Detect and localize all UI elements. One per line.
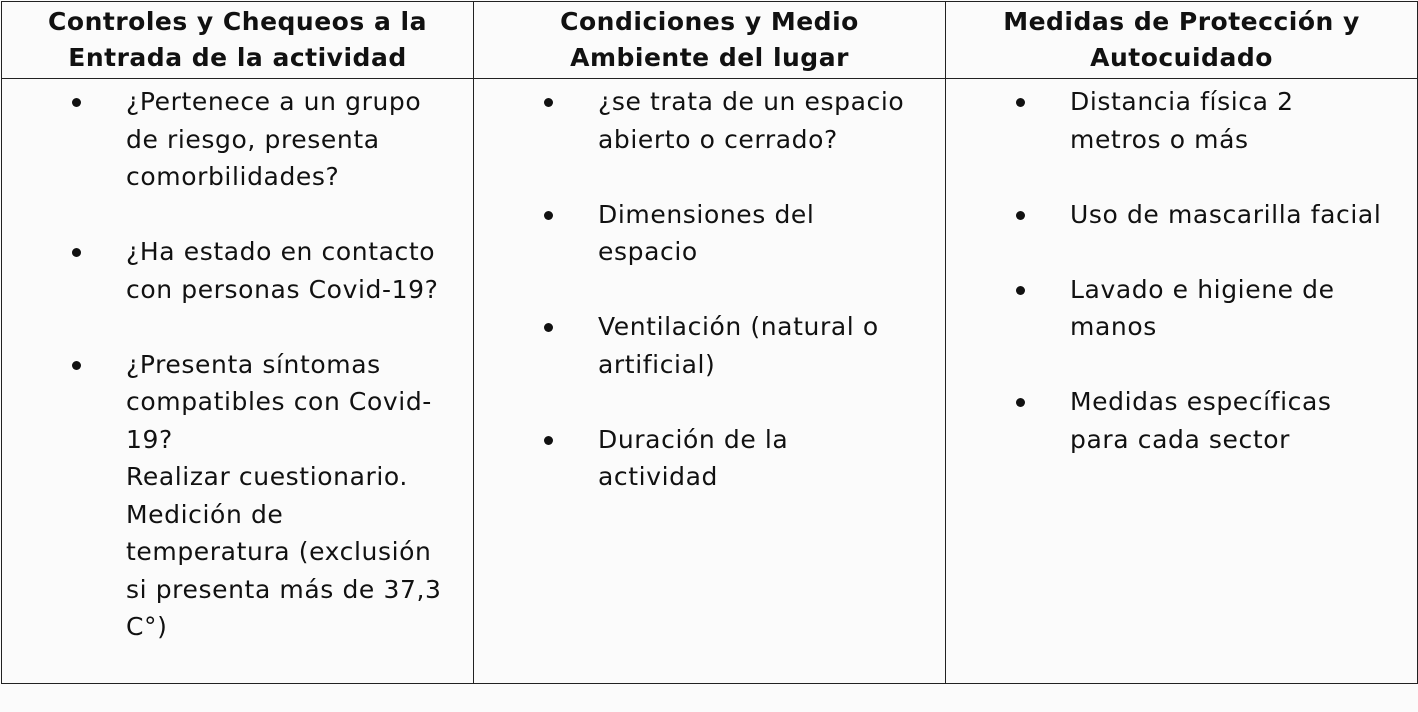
list-item-line: Dimensiones del bbox=[598, 199, 815, 229]
bullet-icon bbox=[544, 98, 553, 107]
list-item bbox=[474, 308, 945, 383]
header-line: Autocuidado bbox=[1090, 43, 1273, 72]
list-item-line: Duración de la bbox=[598, 424, 789, 454]
list-item-line: si presenta más de 37,3 bbox=[126, 574, 442, 604]
list-item-line: espacio bbox=[598, 237, 698, 266]
list-item-line: abierto o cerrado? bbox=[598, 124, 838, 154]
list-item-line: Uso de mascarilla facial bbox=[1070, 199, 1382, 229]
list-item bbox=[2, 346, 473, 646]
bullet-icon bbox=[72, 98, 81, 107]
list-item bbox=[2, 83, 473, 196]
body-row bbox=[2, 79, 1418, 684]
list-item bbox=[946, 271, 1417, 346]
bullet-icon bbox=[1016, 398, 1025, 407]
list-item-line: ¿Pertenece a un grupo bbox=[126, 87, 422, 116]
list-item-line: ¿se trata de un espacio bbox=[598, 87, 905, 116]
bullet-icon bbox=[544, 436, 553, 445]
list-item-line: Ventilación (natural o bbox=[598, 312, 879, 341]
list-item-line: C°) bbox=[126, 612, 168, 641]
column-header-controles bbox=[2, 2, 474, 79]
bullet-icon bbox=[72, 248, 81, 257]
list-item-line: actividad bbox=[598, 462, 719, 491]
bullet-icon bbox=[1016, 286, 1025, 295]
bullet-list bbox=[2, 83, 473, 646]
bullet-icon bbox=[544, 323, 553, 332]
document-table bbox=[1, 1, 1418, 684]
list-item bbox=[474, 421, 945, 496]
column-header-condiciones bbox=[474, 2, 946, 79]
list-item-line: compatibles con Covid- bbox=[126, 387, 432, 416]
list-item-line: Medición de bbox=[126, 499, 284, 529]
list-item-line: ¿Ha estado en contacto bbox=[126, 237, 436, 266]
bullet-icon bbox=[544, 211, 553, 220]
list-item-line: manos bbox=[1070, 312, 1157, 341]
cell-condiciones bbox=[474, 79, 946, 684]
header-line: Controles y Chequeos a la bbox=[48, 7, 427, 36]
header-line: Ambiente del lugar bbox=[570, 43, 849, 72]
list-item-line: con personas Covid-19? bbox=[126, 274, 439, 304]
header-row bbox=[2, 2, 1418, 79]
column-header-medidas bbox=[946, 2, 1418, 79]
list-item-line: temperatura (exclusión bbox=[126, 537, 432, 566]
bullet-icon bbox=[1016, 98, 1025, 107]
cell-medidas bbox=[946, 79, 1418, 684]
list-item-line: para cada sector bbox=[1070, 424, 1291, 454]
list-item-line: Medidas específicas bbox=[1070, 387, 1332, 416]
list-item-line: 19? bbox=[126, 424, 173, 454]
list-item-line: Distancia física 2 bbox=[1070, 87, 1294, 116]
list-item-line: de riesgo, presenta bbox=[126, 124, 380, 154]
bullet-icon bbox=[1016, 211, 1025, 220]
list-item bbox=[946, 196, 1417, 234]
list-item bbox=[474, 83, 945, 158]
header-line: Entrada de la actividad bbox=[68, 43, 407, 72]
list-item-line: Lavado e higiene de bbox=[1070, 274, 1335, 304]
list-item-line: comorbilidades? bbox=[126, 162, 340, 191]
list-item bbox=[946, 383, 1417, 458]
header-line: Medidas de Protección y bbox=[1003, 7, 1360, 36]
list-item bbox=[474, 196, 945, 271]
list-item bbox=[946, 83, 1417, 158]
cell-controles bbox=[2, 79, 474, 684]
bullet-icon bbox=[72, 361, 81, 370]
list-item bbox=[2, 233, 473, 308]
bullet-list bbox=[946, 83, 1417, 458]
bullet-list bbox=[474, 83, 945, 496]
list-item-line: artificial) bbox=[598, 349, 716, 379]
header-line: Condiciones y Medio bbox=[560, 7, 859, 36]
list-item-line: metros o más bbox=[1070, 124, 1249, 154]
list-item-line: ¿Presenta síntomas bbox=[126, 349, 381, 379]
list-item-line: Realizar cuestionario. bbox=[126, 462, 408, 491]
